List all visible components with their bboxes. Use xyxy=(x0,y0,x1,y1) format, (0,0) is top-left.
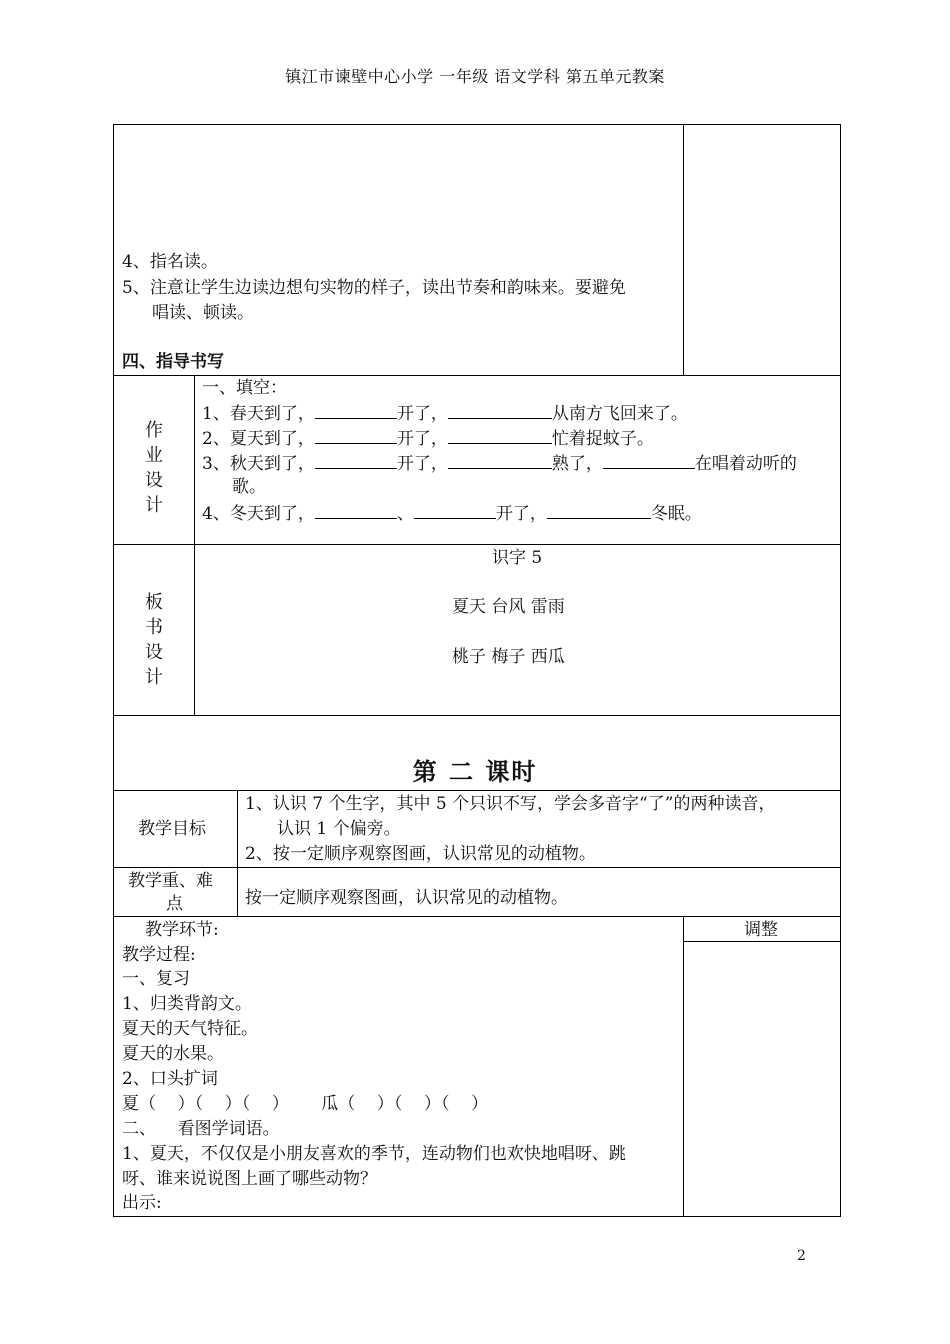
fill-blank-q4: 4、冬天到了， 、 开了， 冬眠。 xyxy=(202,500,702,527)
process-line: 呀、谁来说说图上画了哪些动物？ xyxy=(122,1169,377,1189)
process-line: 夏天的天气特征。 xyxy=(122,1019,258,1039)
fill-blank-q1: 1、春天到了， 开了， 从南方飞回来了。 xyxy=(202,400,688,427)
board-title: 识字 5 xyxy=(492,548,543,568)
process-line: 夏天的水果。 xyxy=(122,1044,224,1064)
homework-label-divider xyxy=(194,375,195,545)
adjust-column-divider xyxy=(683,124,684,376)
fill-blank-intro: 一、填空： xyxy=(202,378,287,398)
key-points-divider xyxy=(237,867,238,917)
page-header: 镇江市谏壁中心小学 一年级 语文学科 第五单元教案 xyxy=(285,67,665,86)
process-line: 1、夏天，不仅仅是小朋友喜欢的季节，连动物们也欢快地唱呀、跳 xyxy=(122,1144,626,1164)
board-words-row2: 桃子 梅子 西瓜 xyxy=(452,647,565,667)
board-design-section xyxy=(113,544,841,716)
lesson-title: 第 二 课时 xyxy=(412,757,538,786)
key-points-label: 教学重、难 xyxy=(128,871,213,891)
objective-1-cont: 认识 1 个偏旁。 xyxy=(277,819,401,839)
fill-blank-q2: 2、夏天到了， 开了， 忙着捉蚊子。 xyxy=(202,425,654,452)
step-line-4: 4、指名读。 xyxy=(122,252,218,272)
process-line: 出示: xyxy=(122,1193,162,1213)
objectives-divider xyxy=(237,790,238,868)
homework-label: 作 业 设 计 xyxy=(145,420,163,516)
process-line: 2、口头扩词 xyxy=(122,1069,218,1089)
lesson-continued-cell xyxy=(113,124,841,376)
key-points-label-cont: 点 xyxy=(166,894,183,914)
process-line: 一、复习 xyxy=(122,969,190,989)
process-adjust-divider xyxy=(683,916,684,1217)
adjust-label: 调整 xyxy=(744,920,778,940)
key-points-text: 按一定顺序观察图画，认识常见的动植物。 xyxy=(245,888,568,908)
page-number: 2 xyxy=(797,1248,806,1264)
step-line-5-cont: 唱读、顿读。 xyxy=(152,303,254,323)
word-expansion-line: 夏（ ）（ ）（ ） 瓜（ ）（ ）（ ） xyxy=(122,1094,489,1114)
process-line: 教学过程: xyxy=(122,945,196,965)
board-words-row1: 夏天 台风 雷雨 xyxy=(452,597,565,617)
process-line: 二、 看图学词语。 xyxy=(122,1119,280,1139)
objectives-label: 教学目标 xyxy=(138,819,206,839)
objective-1: 1、认识 7 个生字，其中 5 个只识不写，学会多音字“了”的两种读音， xyxy=(245,794,776,814)
process-line: 1、归类背韵文。 xyxy=(122,994,252,1014)
fill-blank-q3: 3、秋天到了， 开了， 熟了， 在唱着动听的 xyxy=(202,450,797,477)
step-line-5: 5、注意让学生边读边想句实物的样子，读出节奏和韵味来。要避免 xyxy=(122,278,626,298)
objective-2: 2、按一定顺序观察图画，认识常见的动植物。 xyxy=(245,844,596,864)
fill-blank-q3-cont: 歌。 xyxy=(232,477,266,497)
writing-guidance-heading: 四、指导书写 xyxy=(122,352,224,372)
board-label-divider xyxy=(194,544,195,716)
board-label: 板 书 设 计 xyxy=(145,592,163,688)
steps-label: 教学环节: xyxy=(145,920,219,940)
